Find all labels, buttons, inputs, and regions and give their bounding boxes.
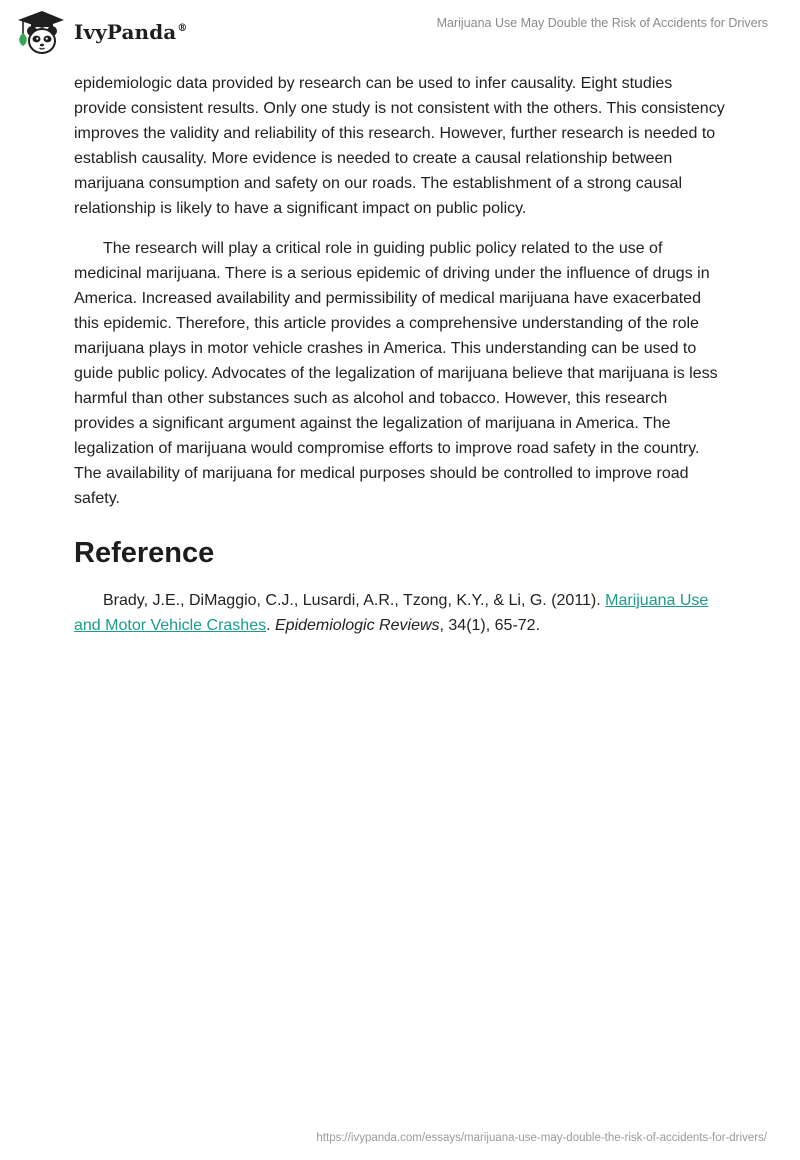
brand-name-text: IvyPanda <box>74 20 177 44</box>
paragraph-public-policy: The research will play a critical role in guiding public policy related to the use of medicinal marijuana. There is a serious epidemic of driving under the influence of drugs in America. Increased availability and permissibility of medical marijuana have exacerbated this epidemic. Therefore, this article provides a comprehensive understanding of the role marijuana plays in motor vehicle crashes in America. This understanding can be used to guide public policy. Advocates of the legalization of marijuana believe that marijuana is less harmful than other substances such as alcohol and tobacco. However, this research provides a significant argument against the legalization of marijuana in America. The legalization of marijuana would compromise efforts to improve road safety in the country. The availability of marijuana for medical purposes should be controlled to improve road safety. <box>74 240 718 507</box>
ivypanda-logo[interactable] <box>14 8 187 56</box>
footer-url[interactable]: https://ivypanda.com/essays/marijuana-use-may-double-the-risk-of-accidents-for-drivers/ <box>316 1132 767 1144</box>
essay-content <box>74 71 726 638</box>
panda-graduation-cap-icon <box>14 8 66 56</box>
reference-entry <box>74 588 726 638</box>
running-title: Marijuana Use May Double the Risk of Accidents for Drivers <box>436 16 768 30</box>
reference-after-link: . <box>266 617 275 634</box>
reference-link[interactable]: Marijuana Use and Motor Vehicle Crashes <box>74 592 709 634</box>
paragraph-continued: epidemiologic data provided by research can be used to infer causality. Eight studies provide consistent results. Only one study is not consistent with the others. This consistency improves the validity and reliability of this research. However, further research is needed to establish causality. More evidence is needed to create a causal relationship between marijuana consumption and safety on our roads. The establishment of a strong causal relationship is likely to have a significant impact on public policy. <box>74 75 725 217</box>
reference-details: , 34(1), 65-72. <box>439 617 541 634</box>
brand-name <box>74 20 187 44</box>
reference-journal: Epidemiologic Reviews <box>275 617 440 634</box>
reference-authors: Brady, J.E., DiMaggio, C.J., Lusardi, A.R., Tzong, K.Y., & Li, G. (2011). <box>103 592 606 609</box>
registered-mark: ® <box>177 23 188 35</box>
reference-heading: Reference <box>74 537 215 569</box>
page-header <box>0 0 800 62</box>
